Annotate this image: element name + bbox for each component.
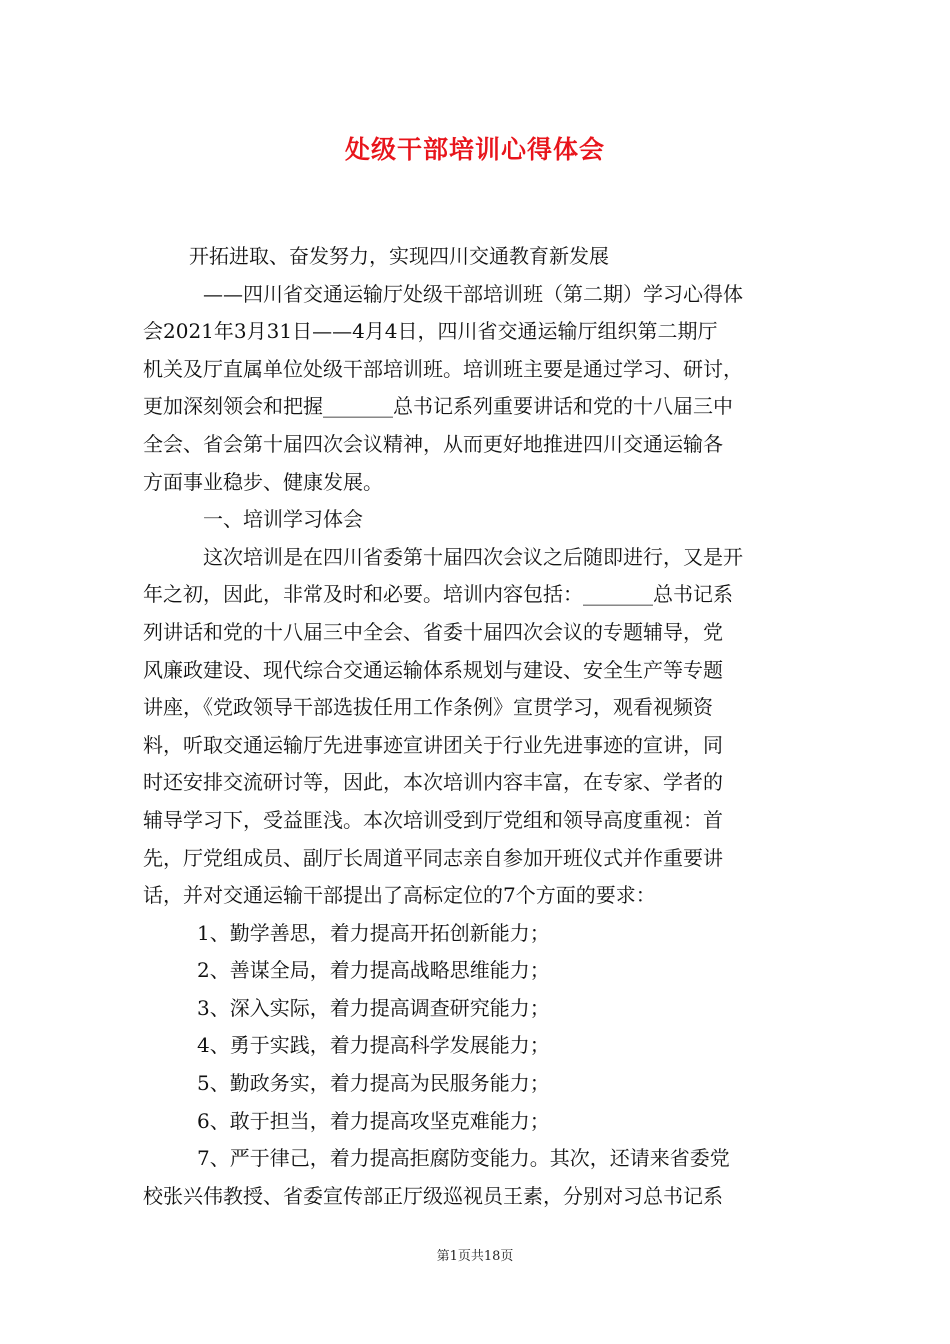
list-item: 4、勇于实践，着力提高科学发展能力； bbox=[197, 1033, 550, 1058]
list-item: 6、敢于担当，着力提高攻坚克难能力； bbox=[197, 1108, 550, 1133]
page-number: 第1页共18页 bbox=[436, 1249, 514, 1264]
body-line: 风廉政建设、现代综合交通运输体系规划与建设、安全生产等专题 bbox=[143, 657, 723, 682]
subtitle-line: 开拓进取、奋发努力，实现四川交通教育新发展 bbox=[189, 244, 609, 268]
body-line: 方面事业稳步、健康发展。 bbox=[143, 469, 383, 494]
body-line: 话，并对交通运输干部提出了高标定位的7个方面的要求： bbox=[143, 883, 656, 908]
page-footer bbox=[0, 1248, 950, 1266]
section-heading: 一、培训学习体会 bbox=[203, 507, 363, 532]
body-line: 年之初，因此，非常及时和必要。培训内容包括：_______总书记系 bbox=[143, 582, 733, 607]
list-item: 2、善谋全局，着力提高战略思维能力； bbox=[197, 958, 550, 983]
body-line: 会2021年3月31日——4月4日，四川省交通运输厅组织第二期厅 bbox=[143, 319, 718, 344]
body-line: 列讲话和党的十八届三中全会、省委十届四次会议的专题辅导，党 bbox=[143, 619, 723, 644]
list-item: 1、勤学善思，着力提高开拓创新能力； bbox=[197, 920, 550, 945]
list-item: 7、严于律己，着力提高拒腐防变能力。其次，还请来省委党 bbox=[197, 1146, 730, 1171]
body-line: 讲座，《党政领导干部选拔任用工作条例》宣贯学习，观看视频资 bbox=[143, 695, 713, 720]
body-line: 这次培训是在四川省委第十届四次会议之后随即进行，又是开 bbox=[203, 544, 743, 569]
list-item: 5、勤政务实，着力提高为民服务能力； bbox=[197, 1071, 550, 1096]
body-line: 先，厅党组成员、副厅长周道平同志亲自参加开班仪式并作重要讲 bbox=[143, 845, 723, 870]
body-line: 辅导学习下，受益匪浅。本次培训受到厅党组和领导高度重视：首 bbox=[143, 807, 723, 832]
body-line: 料，听取交通运输厅先进事迹宣讲团关于行业先进事迹的宣讲，同 bbox=[143, 732, 723, 757]
document-body bbox=[143, 238, 823, 1215]
body-line: 更加深刻领会和把握_______总书记系列重要讲话和党的十八届三中 bbox=[143, 394, 733, 419]
subheading-line: ——四川省交通运输厅处级干部培训班（第二期）学习心得体 bbox=[203, 281, 743, 306]
body-line: 全会、省会第十届四次会议精神，从而更好地推进四川交通运输各 bbox=[143, 431, 723, 456]
body-line: 机关及厅直属单位处级干部培训班。培训班主要是通过学习、研讨， bbox=[143, 356, 743, 381]
body-line: 校张兴伟教授、省委宣传部正厅级巡视员王素，分别对习总书记系 bbox=[143, 1183, 723, 1208]
body-line: 时还安排交流研讨等，因此，本次培训内容丰富，在专家、学者的 bbox=[143, 770, 723, 795]
document-title: 处级干部培训心得体会 bbox=[344, 135, 605, 164]
list-item: 3、深入实际，着力提高调查研究能力； bbox=[197, 995, 550, 1020]
